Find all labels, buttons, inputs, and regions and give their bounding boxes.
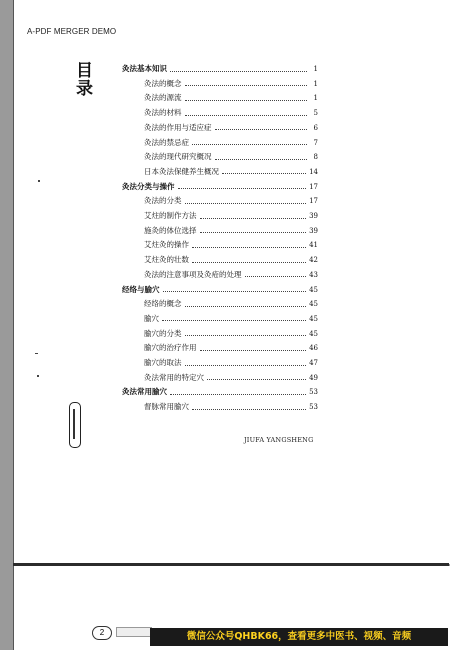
toc-leader-dots — [192, 409, 306, 410]
toc-leader-dots — [170, 71, 307, 72]
toc-entry-label: 日本灸法保健养生概况 — [144, 166, 219, 176]
toc-title — [76, 62, 94, 98]
toc-entry-label: 灸法常用腧穴 — [122, 387, 167, 397]
toc-section[interactable] — [122, 180, 318, 194]
toc-entry[interactable] — [144, 91, 318, 105]
page-number-indicator[interactable]: 2 — [92, 626, 112, 640]
toc-entry[interactable] — [144, 194, 318, 208]
toc-leader-dots — [178, 188, 307, 189]
toc-entry-page: 53 — [309, 403, 318, 412]
toc-entry-label: 灸法的材料 — [144, 108, 182, 118]
toc-entry-label: 灸法的现代研究概况 — [144, 152, 212, 162]
toc-leader-dots — [200, 218, 307, 219]
toc-entry-page: 6 — [313, 123, 318, 132]
toc-entry[interactable] — [144, 238, 318, 252]
toc-entry-page: 42 — [309, 256, 318, 265]
toc-section[interactable] — [122, 62, 318, 76]
toc-leader-dots — [222, 173, 306, 174]
toc-entry-page: 53 — [309, 388, 318, 397]
toc-entry-label: 灸法的注意事项及灸疮的处理 — [144, 269, 242, 279]
toc-entry-label: 腧穴的取法 — [144, 358, 182, 367]
toc-leader-dots — [185, 100, 308, 101]
toc-entry-label: 施灸的体位选择 — [144, 225, 197, 235]
running-title: JIUFA YANGSHENG — [244, 436, 314, 444]
toc-entry-label: 灸法基本知识 — [122, 64, 167, 73]
toc-entry-page: 1 — [313, 79, 318, 88]
toc-entry[interactable] — [144, 150, 318, 164]
toc-entry[interactable] — [144, 136, 318, 150]
toc-entry[interactable] — [144, 268, 318, 282]
toc-leader-dots — [170, 394, 306, 395]
toc-leader-dots — [185, 203, 307, 204]
toc-entry-page: 47 — [309, 359, 318, 367]
toc-entry-page: 7 — [313, 138, 318, 147]
toc-entry-label: 腧穴的分类 — [144, 328, 182, 338]
toc-leader-dots — [245, 276, 307, 277]
toc-leader-dots — [192, 144, 307, 145]
toc-leader-dots — [185, 85, 308, 86]
toc-leader-dots — [162, 320, 306, 321]
toc-entry-page: 41 — [309, 241, 318, 250]
toc-title-char-2: 录 — [76, 79, 93, 99]
toc-entry-label: 艾炷灸的壮数 — [144, 255, 189, 265]
toc-entry-page: 8 — [313, 153, 318, 162]
toc-entry-label: 腧穴 — [144, 313, 159, 323]
toc-entry[interactable] — [144, 312, 318, 326]
toc-leader-dots — [207, 379, 306, 380]
toc-entry-page: 14 — [309, 167, 318, 176]
toc-leader-dots — [200, 232, 307, 233]
toc-entry-page: 39 — [309, 226, 318, 235]
toc-entry[interactable] — [144, 209, 318, 223]
toc-section[interactable] — [122, 283, 318, 297]
toc-entry-label: 灸法的源流 — [144, 93, 182, 103]
toc-entry-page: 1 — [313, 65, 318, 73]
scan-speck — [38, 180, 40, 182]
toc-leader-dots — [192, 262, 306, 263]
toc-entry-label: 灸法的概念 — [144, 78, 182, 88]
toc-entry-label: 灸法分类与操作 — [122, 181, 175, 191]
toc-leader-dots — [215, 129, 308, 130]
toc-section[interactable] — [122, 385, 318, 399]
toc-entry-label: 督脉常用腧穴 — [144, 402, 189, 412]
toc-entry[interactable] — [144, 224, 318, 238]
toc-entry[interactable] — [144, 253, 318, 267]
toc-entry[interactable] — [144, 400, 318, 414]
toc-entry-label: 灸法的作用与适应症 — [144, 122, 212, 132]
toc-entry-page: 49 — [309, 373, 318, 382]
toc-entry[interactable] — [144, 106, 318, 120]
toc-entry-label: 经络的概念 — [144, 299, 182, 309]
promo-banner: 微信公众号QHBK66，查看更多中医书、视频、音频 — [150, 628, 448, 646]
toc-leader-dots — [185, 115, 308, 116]
toc-entry-page: 5 — [313, 109, 318, 118]
toc-leader-dots — [185, 365, 307, 366]
toc-entry[interactable] — [144, 327, 318, 341]
toc-entry-page: 45 — [309, 285, 318, 294]
toc-entry-page: 17 — [309, 197, 318, 206]
toc-entry-page: 45 — [309, 314, 318, 323]
toc-entry-label: 艾炷灸的操作 — [144, 240, 189, 250]
toc-entry-label: 经络与腧穴 — [122, 284, 160, 294]
toc-leader-dots — [185, 306, 307, 307]
scan-speck — [35, 353, 38, 354]
toc-entry[interactable] — [144, 77, 318, 91]
toc-entry[interactable] — [144, 165, 318, 179]
toc-entry-label: 灸法的分类 — [144, 196, 182, 206]
toc-entry-page: 17 — [309, 182, 318, 191]
toc-leader-dots — [192, 247, 306, 248]
toc-entry[interactable] — [144, 297, 318, 311]
toc-entry-page: 45 — [309, 300, 318, 309]
toc-entry-label: 灸法的禁忌症 — [144, 137, 189, 147]
toc-leader-dots — [163, 291, 307, 292]
toc-entry-page: 39 — [309, 212, 318, 220]
page-scrollbar[interactable] — [116, 627, 152, 637]
toc-leader-dots — [215, 159, 308, 160]
toc-leader-dots — [185, 335, 307, 336]
toc-entry[interactable] — [144, 371, 318, 385]
book-seal-icon — [69, 402, 81, 448]
toc-title-char-1: 目 — [76, 61, 93, 81]
toc-entry-label: 腧穴的治疗作用 — [144, 343, 197, 353]
toc-entry-page: 43 — [309, 270, 318, 279]
toc-entry-label: 灸法常用的特定穴 — [144, 372, 204, 382]
toc-leader-dots — [200, 350, 307, 351]
toc-entry-page: 1 — [313, 94, 318, 103]
toc-entry-label: 艾炷的制作方法 — [144, 211, 197, 220]
toc-entry[interactable] — [144, 341, 318, 355]
scan-speck — [37, 375, 39, 377]
toc-entry-page: 45 — [309, 329, 318, 338]
toc-entry[interactable] — [144, 121, 318, 135]
toc-entry[interactable] — [144, 356, 318, 370]
toc-entry-page: 46 — [309, 344, 318, 353]
demo-watermark: A-PDF MERGER DEMO — [27, 27, 117, 36]
